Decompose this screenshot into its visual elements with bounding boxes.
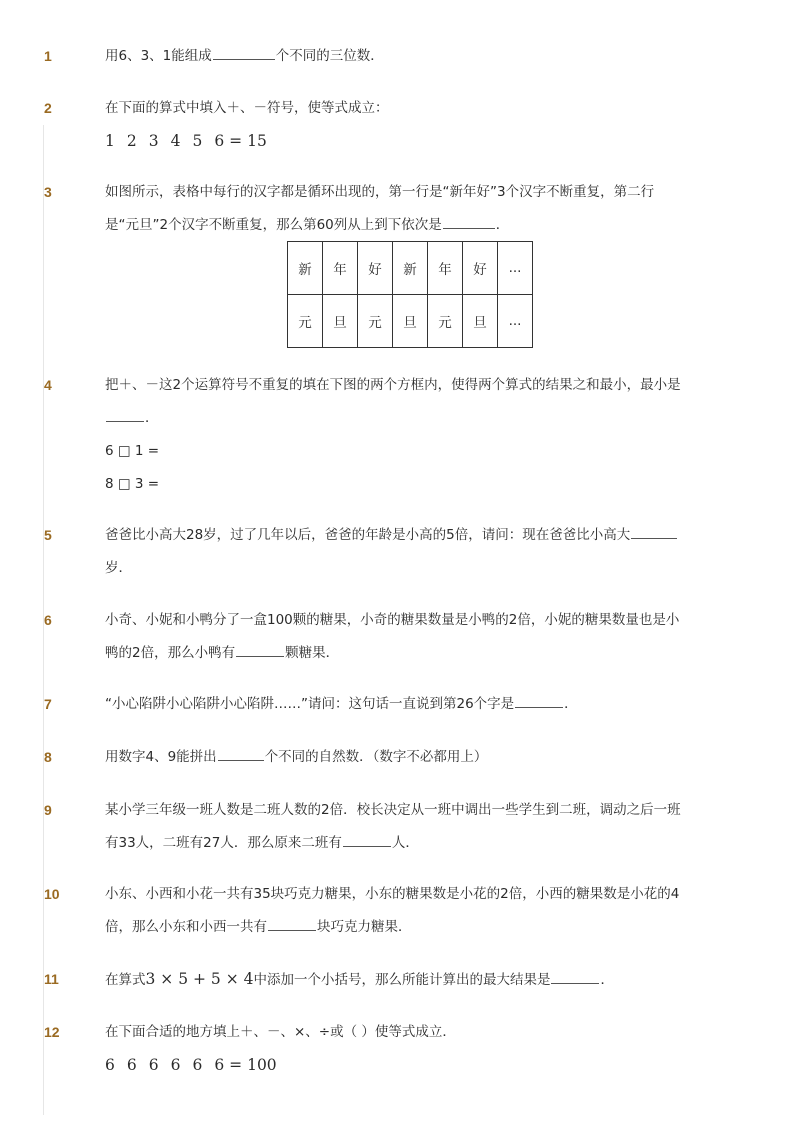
question-text: “小心陷阱小心陷阱小心陷阱……”请问：这句话一直说到第26个字是 (105, 696, 515, 712)
question-text: 小奇、小妮和小鸭分了一盒100颗的糖果，小奇的糖果数量是小鸭的2倍，小妮的糖果数量也是小 (105, 612, 680, 628)
question-text: 有33人，二班有27人．那么原来二班有 (105, 835, 342, 851)
table-cell: 新 (393, 242, 428, 295)
answer-blank[interactable] (631, 524, 677, 539)
expression: 8 □ 3 = (105, 476, 160, 492)
question-number: 8 (44, 749, 52, 765)
question-text: 鸭的2倍，那么小鸭有 (105, 645, 236, 661)
question-number: 5 (44, 527, 52, 543)
question-text: 在算式 (105, 972, 146, 988)
question-text: 用6、3、1能组成 (105, 48, 212, 64)
question-number: 7 (44, 696, 52, 712)
question-text: 在下面的算式中填入＋、－符号，使等式成立： (105, 100, 389, 116)
question-text: 把＋、－这2个运算符号不重复的填在下图的两个方框内，使得两个算式的结果之和最小，最小是 (105, 377, 681, 393)
question-text: 某小学三年级一班人数是二班人数的2倍．校长决定从一班中调出一些学生到二班，调动之后一班 (105, 802, 681, 818)
answer-blank[interactable] (218, 746, 264, 761)
question-number: 1 (44, 48, 52, 64)
table-row (288, 295, 533, 348)
question-text: 岁． (105, 560, 132, 576)
question-text: 如图所示，表格中每行的汉字都是循环出现的，第一行是“新年好”3个汉字不断重复，第二行 (105, 184, 655, 200)
table-cell: ... (498, 295, 533, 348)
answer-blank[interactable] (343, 832, 391, 847)
question-text: 倍，那么小东和小西一共有 (105, 919, 267, 935)
answer-blank[interactable] (213, 45, 275, 60)
table-cell: 年 (428, 242, 463, 295)
answer-blank[interactable] (551, 969, 599, 984)
answer-blank[interactable] (106, 407, 144, 422)
question-number: 2 (44, 100, 52, 116)
table-cell: 年 (323, 242, 358, 295)
question-number: 9 (44, 802, 52, 818)
question-text: 在下面合适的地方填上＋、－、×、÷或（ ）使等式成立． (105, 1024, 456, 1040)
table-cell: 好 (463, 242, 498, 295)
answer-blank[interactable] (268, 916, 316, 931)
table-cell: 元 (288, 295, 323, 348)
question-text: 个不同的三位数． (275, 48, 384, 64)
table-row (288, 242, 533, 295)
question-text: 是“元旦”2个汉字不断重复，那么第60列从上到下依次是 (105, 217, 442, 233)
question-number: 12 (44, 1024, 60, 1040)
character-table (287, 241, 533, 348)
table-cell: 元 (358, 295, 393, 348)
question-text: 用数字4、9能拼出 (105, 749, 217, 765)
expression: 6 □ 1 = (105, 443, 160, 459)
question-number: 3 (44, 184, 52, 200)
table-cell: 旦 (393, 295, 428, 348)
table-cell: 旦 (463, 295, 498, 348)
question-text: 小东、小西和小花一共有35块巧克力糖果，小东的糖果数是小花的2倍，小西的糖果数是小花的4 (105, 886, 680, 902)
question-number: 4 (44, 377, 52, 393)
table-cell: 新 (288, 242, 323, 295)
table-cell: ... (498, 242, 533, 295)
equation: 6 6 6 6 6 6 = 100 (105, 1056, 277, 1074)
question-number: 10 (44, 886, 60, 902)
table-cell: 元 (428, 295, 463, 348)
table-cell: 旦 (323, 295, 358, 348)
question-text: 爸爸比小高大28岁，过了几年以后，爸爸的年龄是小高的5倍，请问：现在爸爸比小高大 (105, 527, 631, 543)
expression: 3 × 5 + 5 × 4 (145, 970, 254, 988)
question-number: 11 (44, 971, 59, 987)
question-text: 中添加一个小括号，那么所能计算出的最大结果是 (253, 972, 551, 988)
answer-blank[interactable] (515, 693, 563, 708)
answer-blank[interactable] (236, 642, 284, 657)
answer-blank[interactable] (443, 214, 495, 229)
table-cell: 好 (358, 242, 393, 295)
question-number: 6 (44, 612, 52, 628)
equation: 1 2 3 4 5 6 = 15 (105, 132, 267, 150)
